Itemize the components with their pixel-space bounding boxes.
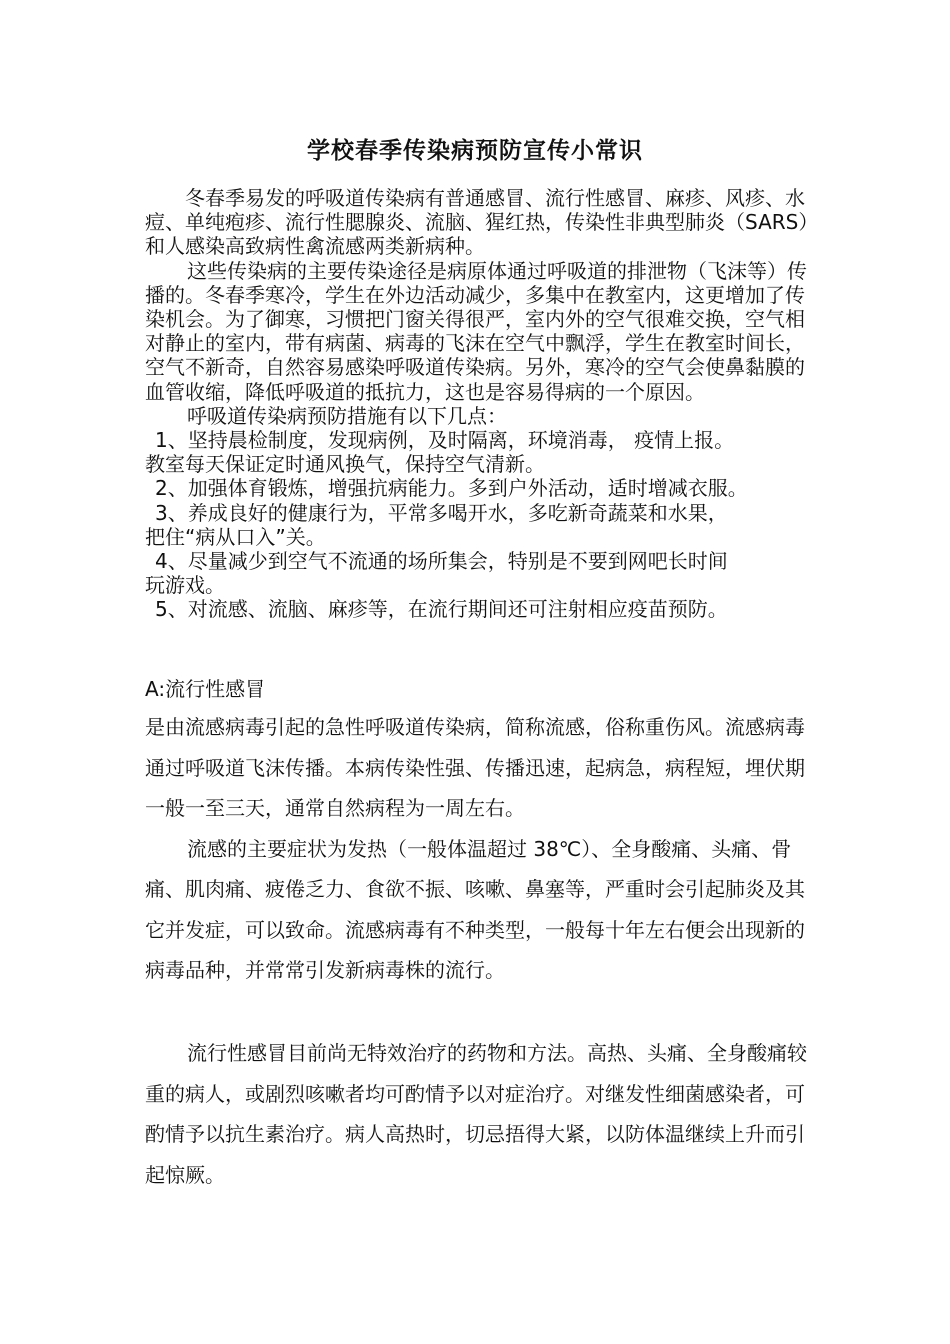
measure-item-2: 2、加强体育锻炼，增强抗病能力。多到户外活动，适时增减衣服。 bbox=[155, 476, 748, 501]
intro-paragraph-2: 这些传染病的主要传染途径是病原体通过呼吸道的排泄物（飞沫等）传播的。冬春季寒冷，学生在外边活动减少，多集中在教室内，这更增加了传染机会。为了御寒，习惯把门窗关得很严，室内外的空气很难交换，空气相对静止的室内，带有病菌、病毒的飞沫在空气中飘浮，学生在教室时间长，空气不新奇，自然容易感染呼吸道传染病。另外，寒冷的空气会使鼻黏膜的血管收缩，降低呼吸道的抵抗力，这也是容易得病的一个原因。 bbox=[145, 258, 807, 404]
measure-item-1-cont: 教室每天保证定时通风换气，保持空气清新。 bbox=[145, 452, 545, 477]
measures-intro: 呼吸道传染病预防措施有以下几点： bbox=[187, 403, 507, 428]
document-title: 学校春季传染病预防宣传小常识 bbox=[307, 137, 643, 164]
measure-item-4: 4、尽量减少到空气不流通的场所集会，特别是不要到网吧长时间 bbox=[155, 549, 728, 574]
measure-item-1: 1、坚持晨检制度，发现病例，及时隔离，环境消毒， 疫情上报。 bbox=[155, 428, 735, 453]
section-a-paragraph-3: 流行性感冒目前尚无特效治疗的药物和方法。高热、头痛、全身酸痛较重的病人，或剧烈咳嗽者均可酌情予以对症治疗。对继发性细菌感染者，可酌情予以抗生素治疗。病人高热时，切忌捂得大紧，以防体温继续上升而引起惊厥。 bbox=[145, 1041, 807, 1187]
measure-item-5: 5、对流感、流脑、麻疹等，在流行期间还可注射相应疫苗预防。 bbox=[155, 597, 728, 622]
section-a-heading: A:流行性感冒 bbox=[145, 677, 266, 701]
section-a-treatment bbox=[145, 1033, 820, 1195]
measure-item-3-cont: 把住“病从口入”关。 bbox=[145, 524, 326, 549]
intro-paragraph-1: 冬春季易发的呼吸道传染病有普通感冒、流行性感冒、麻疹、风疹、水痘、单纯疱疹、流行性腮腺炎、流脑、猩红热，传染性非典型肺炎（SARS）和人感染高致病性禽流感两类新病种。 bbox=[145, 186, 819, 259]
measure-item-3: 3、养成良好的健康行为，平常多喝开水，多吃新奇蔬菜和水果， bbox=[155, 500, 728, 525]
intro-section bbox=[145, 186, 820, 622]
section-a-body bbox=[145, 707, 820, 991]
measure-item-4-cont: 玩游戏。 bbox=[145, 573, 225, 598]
section-a-paragraph-2: 流感的主要症状为发热（一般体温超过 38℃）、全身酸痛、头痛、骨痛、肌肉痛、疲倦乏力、食欲不振、咳嗽、鼻塞等，严重时会引起肺炎及其它并发症，可以致命。流感病毒有不种类型，一般每十年左右便会出现新的病毒品种，并常常引发新病毒株的流行。 bbox=[145, 836, 805, 982]
section-a-paragraph-1: 是由流感病毒引起的急性呼吸道传染病，简称流感，俗称重伤风。流感病毒通过呼吸道飞沫传播。本病传染性强、传播迅速，起病急，病程短，埋伏期一般一至三天，通常自然病程为一周左右。 bbox=[145, 715, 805, 820]
